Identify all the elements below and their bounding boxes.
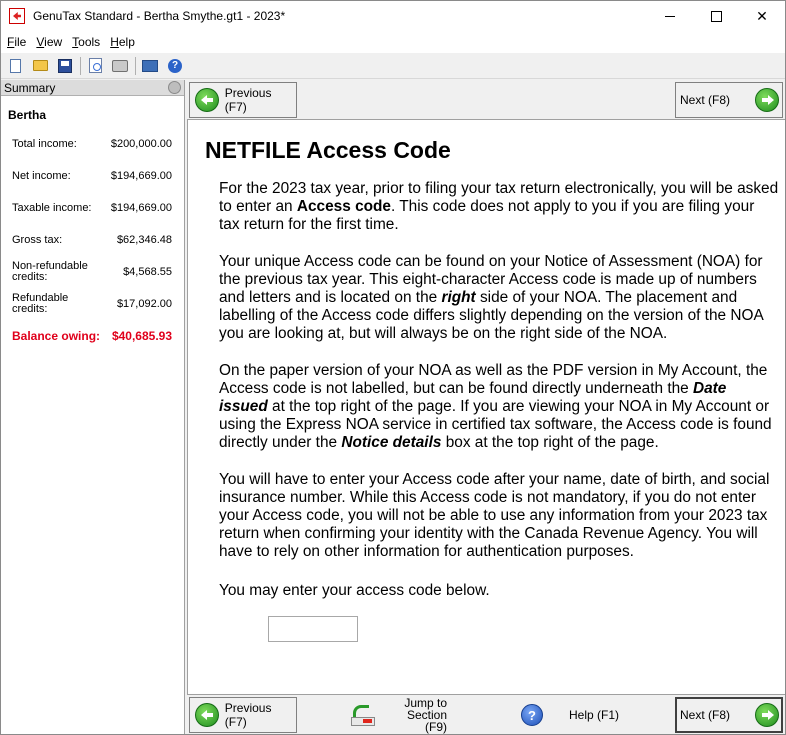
paragraph-1 [219,180,779,234]
jump-label: Jump to Section (F9) [404,696,447,734]
help-toolbar-button[interactable] [165,56,185,76]
new-file-icon [10,59,21,73]
help-icon: ? [521,704,543,726]
menu-tools[interactable] [68,35,104,49]
summary-label: Net income: [12,169,71,182]
maximize-button[interactable] [693,1,739,31]
summary-value: $4,568.55 [123,266,172,278]
window-controls [647,1,785,31]
summary-row-total-income [1,128,184,160]
print-icon [112,60,128,72]
summary-value: $194,669.00 [110,202,172,214]
text-run: . This code does not apply to you if you are filing your tax return for the first time. [219,198,755,233]
save-button[interactable] [55,56,75,76]
help-icon: ? [168,59,182,73]
page-title: NETFILE Access Code [205,137,451,163]
menu-file-accel: F [7,35,15,49]
toolbar [1,53,785,79]
summary-row-refundable-credits [1,288,184,320]
summary-label: Refundable credits: [12,292,69,315]
emphasis-access-code: Access code [296,198,391,215]
text-run: Your unique Access code can be found on your Notice of Assessment (NOA) for the previous tax year. This eight-character Access code is made up of numbers and letters and is located on the [219,253,763,306]
sidebar-title: Summary [4,81,56,95]
minimize-button[interactable] [647,1,693,31]
text-run: For the 2023 tax year, prior to filing your tax return electronically, you will be asked to enter an [219,180,779,215]
top-navigation [187,80,785,120]
previous-label: Previous (F7) [224,701,272,729]
save-icon [58,59,72,73]
paragraph-3 [219,362,779,452]
previous-label: Previous (F7) [224,86,272,114]
emphasis-notice-details: Notice details [341,434,442,451]
print-preview-icon [89,58,102,73]
emphasis-right: right [441,289,476,306]
jump-arrow-icon [353,705,369,717]
taxpayer-name: Bertha [8,108,47,122]
jump-to-section-button[interactable] [347,697,457,733]
next-button-bottom[interactable] [675,697,783,733]
access-code-input[interactable] [268,616,358,642]
paragraph-4: You will have to enter your Access code after your name, date of birth, and social insurance number. While this Access code is not mandatory, if you do not enter your Access code, you will not be able to use any information from your 2023 tax return when confirming your identity with the Canada Revenue Agency. You will have to rely on other information for authentication purposes. [219,471,770,560]
paragraph-2 [219,253,779,343]
toolbar-separator [135,57,136,75]
text-run: at the top right of the page. If you are viewing your NOA in My Account or using the Express NOA service in certified tax software, the Access code is found directly under the [219,398,772,451]
menu-tools-accel: T [72,35,79,49]
summary-label: Gross tax: [12,233,63,246]
jump-to-section-icon [351,705,375,725]
next-button[interactable] [675,82,783,118]
app-logo-icon[interactable] [9,8,25,24]
arrow-right-icon [755,88,779,112]
calculator-icon [142,60,158,72]
menu-file[interactable] [3,35,30,49]
menu-view[interactable] [32,35,66,49]
summary-sidebar [1,80,185,734]
print-button[interactable] [110,56,130,76]
next-label: Next (F8) [680,93,731,107]
summary-value: $17,092.00 [116,298,172,310]
summary-label: Non-refundable credits: [12,260,88,283]
previous-button[interactable] [189,82,297,118]
summary-label: Total income: [12,137,77,150]
menu-help[interactable] [106,35,139,49]
next-label: Next (F8) [680,708,731,722]
emphasis-date-issued: Date issued [219,380,727,415]
summary-label: Taxable income: [12,201,92,214]
arrow-left-icon [195,703,219,727]
text-run: box at the top right of the page. [441,434,659,451]
paragraph-5: You may enter your access code below. [219,582,490,599]
bottom-navigation [187,694,785,734]
summary-row-balance-owing [1,320,184,352]
open-file-button[interactable] [30,56,50,76]
arrow-right-icon [755,703,779,727]
text-run: side of your NOA. The placement and labelling of the Access code differs slightly depending on the version of the NOA you are looking at, but will always be on the right side of the NOA. [219,289,763,342]
help-label: Help (F1) [569,708,620,722]
menu-help-accel: H [110,35,119,49]
new-file-button[interactable] [5,56,25,76]
summary-value: $200,000.00 [110,138,172,150]
menu-bar [1,31,785,53]
summary-row-gross-tax [1,224,184,256]
summary-row-non-refundable-credits [1,256,184,288]
print-preview-button[interactable] [85,56,105,76]
content-area [187,120,785,694]
summary-row-net-income [1,160,184,192]
pin-icon[interactable] [168,81,181,94]
help-button[interactable] [517,697,622,733]
menu-file-label: ile [14,35,27,49]
calculator-button[interactable] [140,56,160,76]
menu-view-accel: V [36,35,45,49]
text-run: On the paper version of your NOA as well as the PDF version in My Account, the Access code is not labelled, but can be found directly underneath the [219,362,768,397]
summary-value: $40,685.93 [111,329,172,343]
main-panel [187,80,785,734]
menu-help-label: elp [118,35,135,49]
toolbar-separator [80,57,81,75]
menu-tools-label: ools [78,35,101,49]
title-bar [1,1,785,31]
summary-label: Balance owing: [12,328,101,343]
open-folder-icon [33,60,48,71]
close-button[interactable]: ✕ [756,7,768,24]
summary-value: $194,669.00 [110,170,172,182]
sidebar-header [1,80,184,96]
previous-button-bottom[interactable] [189,697,297,733]
summary-row-taxable-income [1,192,184,224]
window-title: GenuTax Standard - Bertha Smythe.gt1 - 2023* [33,9,286,23]
arrow-left-icon [195,88,219,112]
summary-value: $62,346.48 [116,234,172,246]
menu-view-label: iew [44,35,63,49]
